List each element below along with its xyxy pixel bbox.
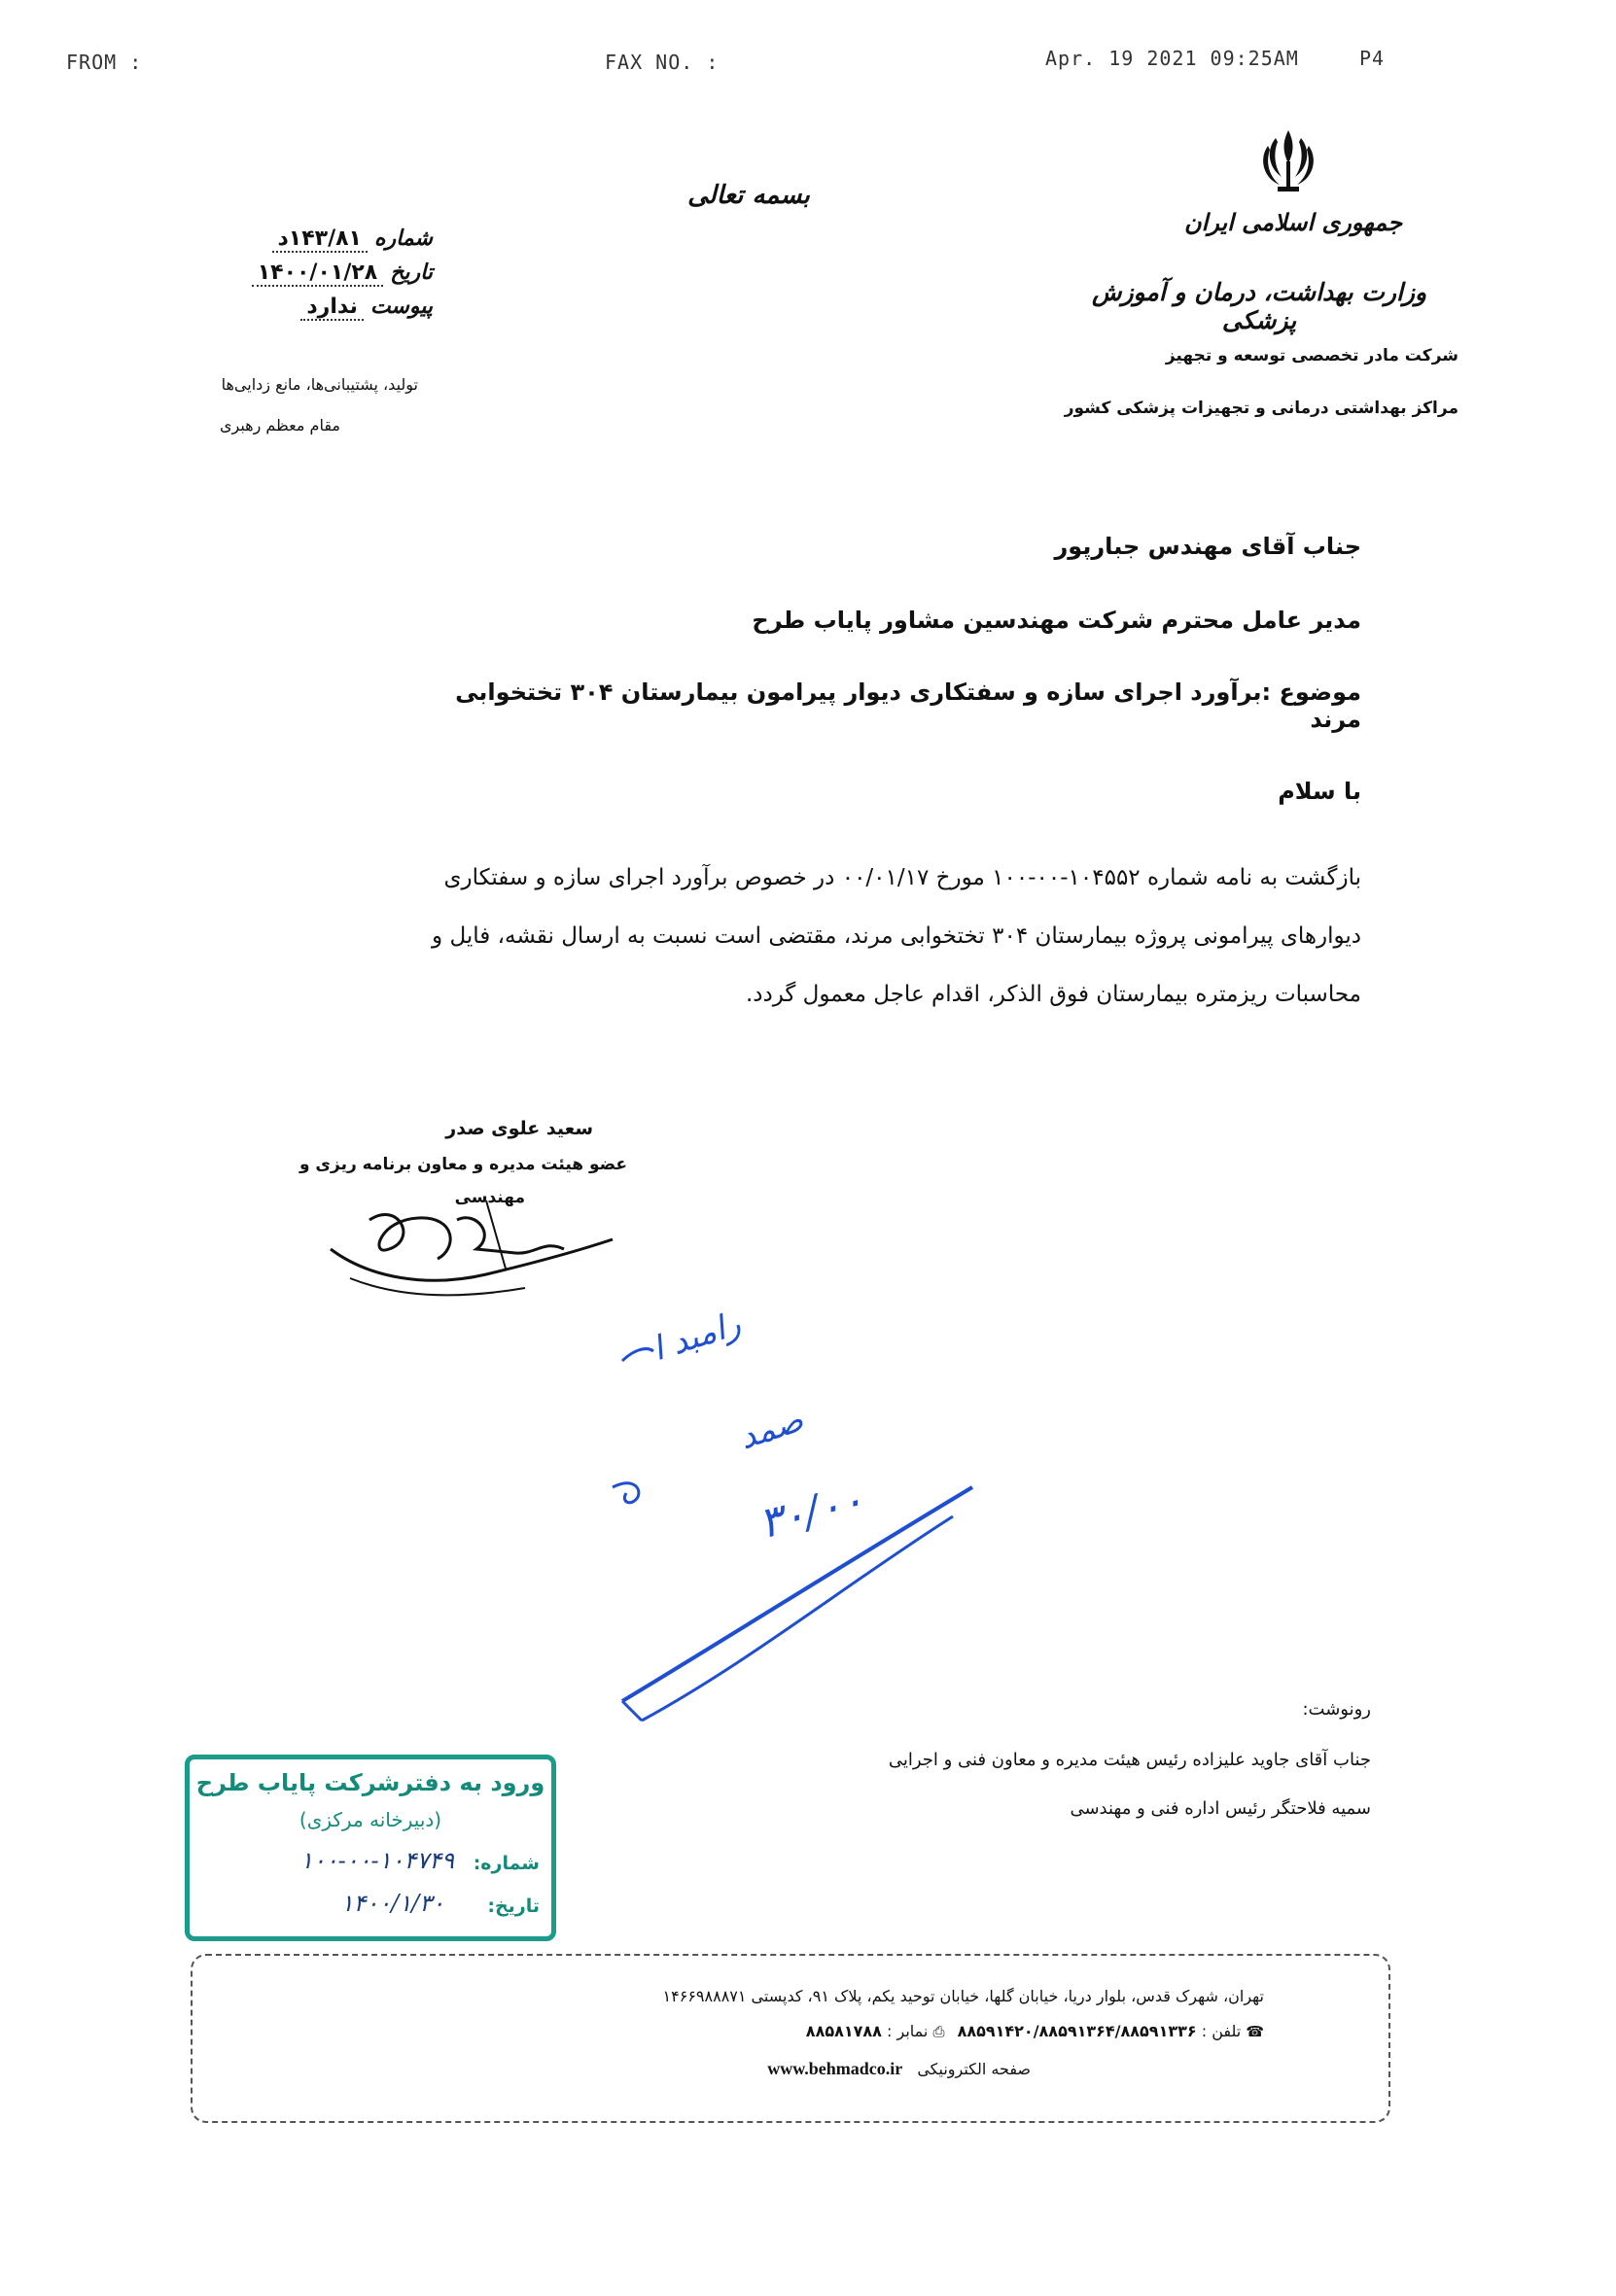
- footer-fax-value: ۸۸۵۸۱۷۸۸: [805, 2022, 882, 2040]
- reception-stamp: [185, 1755, 556, 1941]
- ministry-title: وزارت بهداشت، درمان و آموزش پزشکی: [1091, 278, 1427, 334]
- footer-web-row: [642, 2059, 1031, 2079]
- fax-timestamp: Apr. 19 2021 09:25AM: [1045, 47, 1299, 70]
- reference-number-label: شماره: [373, 226, 433, 251]
- footer-fax-label: نمابر :: [887, 2022, 929, 2040]
- reference-attachment-label: پیوست: [369, 294, 433, 319]
- cc-line-2: سمیه فلاحتگر رئیس اداره فنی و مهندسی: [1070, 1798, 1371, 1819]
- fax-icon: ⎙: [932, 2023, 945, 2040]
- signatory-name: سعید علوی صدر: [445, 1118, 593, 1139]
- footer-web-label: صفحه الکترونیکی: [917, 2060, 1031, 2078]
- fax-page: P4: [1359, 47, 1386, 70]
- signatory-role-line-2: مهندسی: [454, 1188, 525, 1207]
- fax-number: FAX NO. :: [605, 51, 720, 74]
- addressee-title: مدیر عامل محترم شرکت مهندسین مشاور پایاب طرح: [752, 607, 1361, 634]
- cc-heading: رونوشت:: [1302, 1699, 1371, 1720]
- stamp-date-value: ۱۴۰۰/۱/۳۰: [340, 1890, 444, 1917]
- footer-phone-value: ۸۸۵۹۱۴۲۰/۸۸۵۹۱۳۶۴/۸۸۵۹۱۳۳۶: [957, 2022, 1197, 2040]
- body-line-3: محاسبات ریزمتره بیمارستان فوق الذکر، اقدام عاجل معمول گردد.: [745, 982, 1361, 1007]
- slogan-line-2: مقام معظم رهبری: [219, 416, 340, 435]
- cc-line-1: جناب آقای جاوید علیزاده رئیس هیئت مدیره و معاون فنی و اجرایی: [888, 1750, 1371, 1770]
- footer-web-link[interactable]: www.behmadco.ir: [767, 2059, 903, 2078]
- greeting: با سلام: [1278, 778, 1361, 805]
- reference-number-value: ۱۴۳/۸۱د: [272, 226, 368, 253]
- company-line-2: مراکز بهداشتی درمانی و تجهیزات پزشکی کشور: [1064, 399, 1458, 418]
- reference-date-value: ۱۴۰۰/۰۱/۲۸: [252, 261, 384, 287]
- footer-address: تهران، شهرک قدس، بلوار دریا، خیابان گلها، خیابان توحید یکم، پلاک ۹۱، کدپستی ۱۴۶۶۹۸۸۸۷۱: [662, 1987, 1264, 2005]
- body-line-2: دیوارهای پیرامونی پروژه بیمارستان ۳۰۴ تختخوابی مرند، مقتضی است نسبت به ارسال نقشه، فایل و: [432, 923, 1361, 949]
- signatory-role-line-1: عضو هیئت مدیره و معاون برنامه ریزی و: [299, 1155, 627, 1174]
- reference-attachment-row: [194, 290, 433, 324]
- stamp-title: ورود به دفترشرکت پایاب طرح: [195, 1769, 545, 1796]
- letter-subject: موضوع :برآورد اجرای سازه و سفتکاری دیوار پیرامون بیمارستان ۳۰۴ تختخوابی مرند: [455, 678, 1361, 733]
- company-line-1: شرکت مادر تخصصی توسعه و تجهیز: [1165, 346, 1458, 365]
- reference-attachment-value: ندارد: [300, 295, 363, 321]
- handwritten-note-line-3: ۳۰/۰۰: [754, 1475, 869, 1549]
- fax-from: FROM :: [66, 51, 143, 74]
- addressee-name: جناب آقای مهندس جبارپور: [1054, 533, 1361, 560]
- stamp-number-value: ۱۰۰-۰۰-۱۰۴۷۴۹: [299, 1847, 454, 1874]
- stamp-subtitle: (دبیرخانه مرکزی): [299, 1808, 442, 1831]
- bismillah: بسمه تعالی: [687, 181, 810, 210]
- stamp-number-label: شماره:: [473, 1853, 540, 1874]
- iran-emblem-icon: [1256, 126, 1320, 194]
- stamp-date-label: تاریخ:: [487, 1896, 540, 1917]
- reference-block: [194, 222, 433, 324]
- footer-phone-label: تلفن :: [1201, 2022, 1242, 2040]
- reference-date-row: [194, 256, 433, 290]
- reference-number-row: [194, 222, 433, 256]
- footer-contact-row: [486, 2022, 1264, 2040]
- reference-date-label: تاریخ: [390, 260, 433, 285]
- slogan-line-1: تولید، پشتیبانی‌ها، مانع زدایی‌ها: [221, 375, 418, 394]
- phone-icon: ☎: [1246, 2023, 1264, 2040]
- handwritten-note-line-2: صمد: [734, 1400, 808, 1458]
- handwritten-note-line-1: رامبد ا: [648, 1304, 746, 1370]
- handwritten-signature: [311, 1181, 632, 1307]
- body-line-1: بازگشت به نامه شماره ۱۰۴۵۵۲-۰۰-۱۰۰ مورخ ۰۰/۰۱/۱۷ در خصوص برآورد اجرای سازه و سفتکاری: [443, 865, 1361, 890]
- republic-title: جمهوری اسلامی ایران: [1183, 208, 1403, 236]
